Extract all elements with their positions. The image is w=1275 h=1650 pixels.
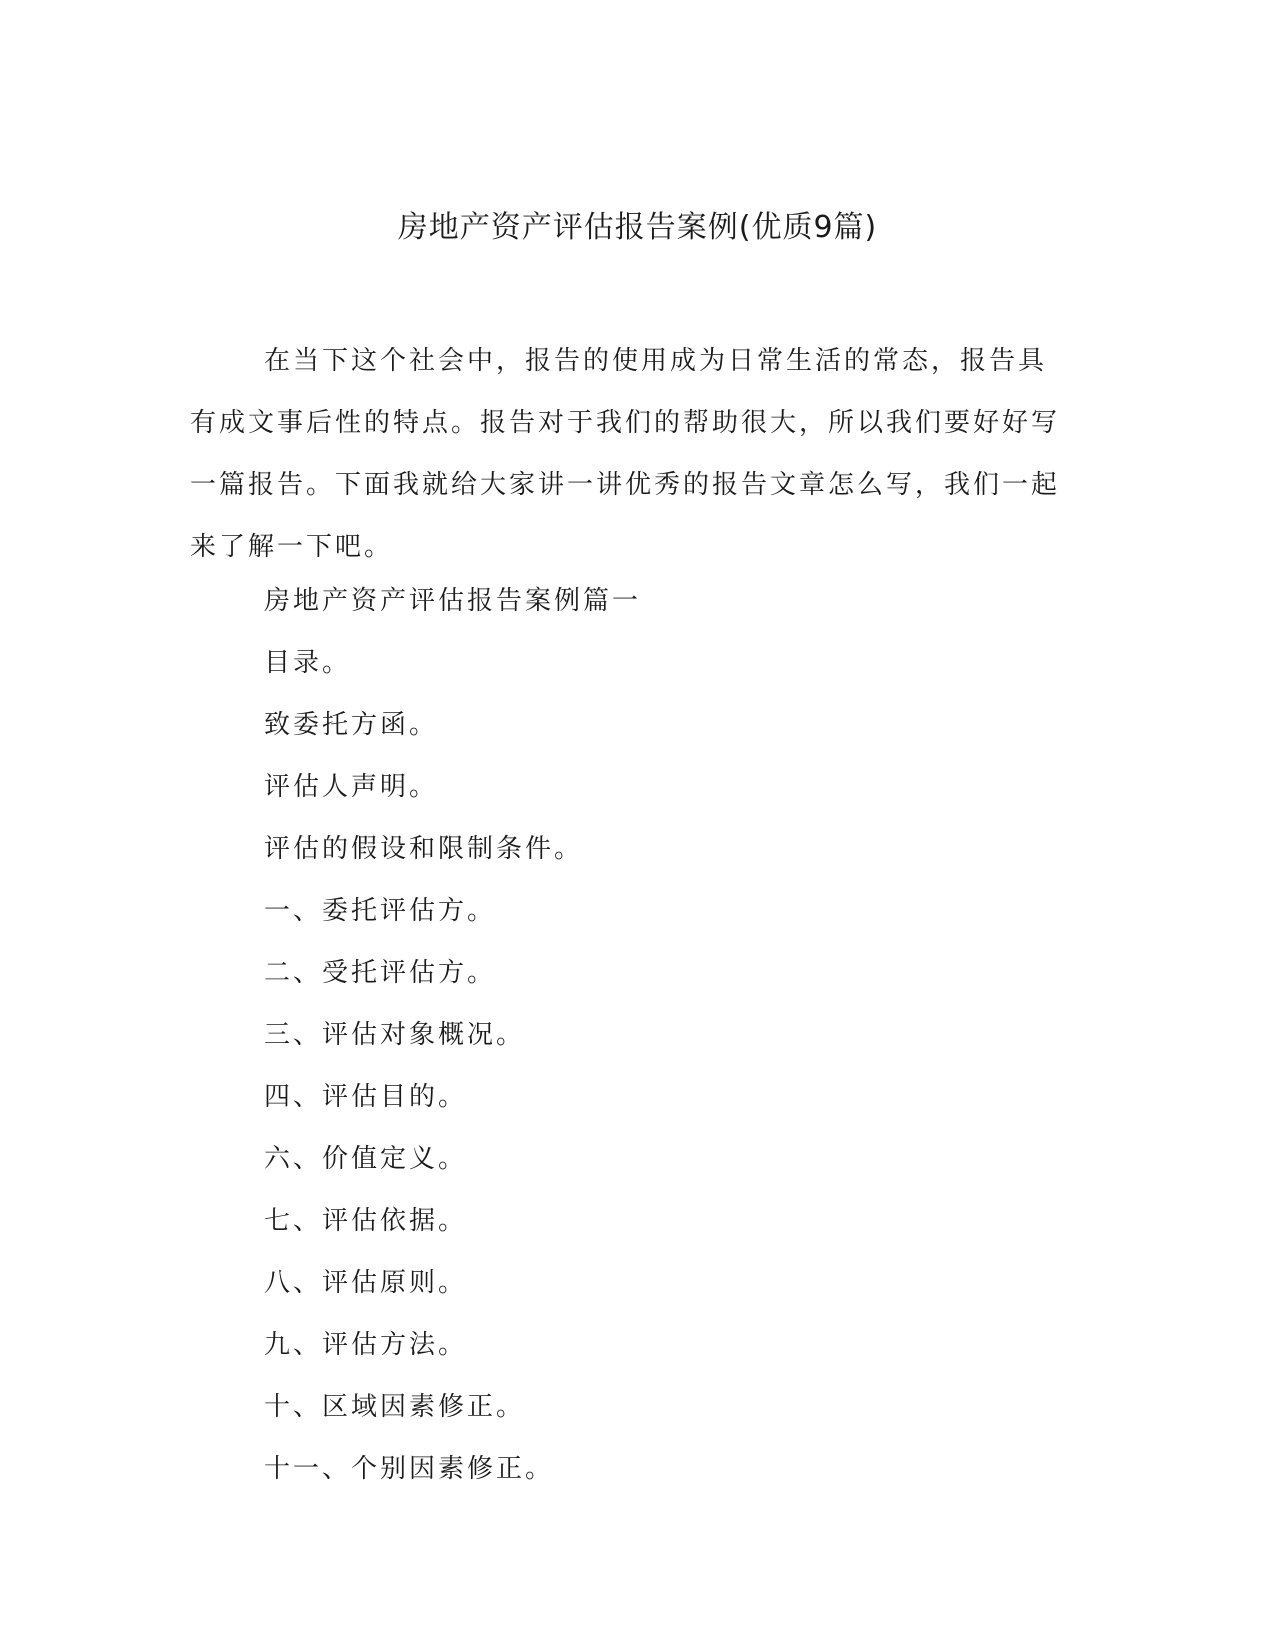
section-heading: 房地产资产评估报告案例篇一: [264, 586, 642, 616]
list-item: 六、价值定义。: [264, 1144, 468, 1174]
list-item: 评估人声明。: [264, 772, 439, 802]
content-list: [264, 570, 641, 1500]
list-item: 四、评估目的。: [264, 1082, 468, 1112]
list-item: 二、受托评估方。: [264, 958, 497, 988]
list-item: 致委托方函。: [264, 710, 439, 740]
intro-paragraph: 在当下这个社会中，报告的使用成为日常生活的常态，报告具有成文事后性的特点。报告对于我们的帮助很大，所以我们要好好写一篇报告。下面我就给大家讲一讲优秀的报告文章怎么写，我们一起来了解一下吧。: [190, 346, 1061, 562]
list-item: 十一、个别因素修正。: [264, 1454, 555, 1484]
list-item: 一、委托评估方。: [264, 896, 497, 926]
list-item: 评估的假设和限制条件。: [264, 834, 584, 864]
list-item: 三、评估对象概况。: [264, 1020, 526, 1050]
list-item: 八、评估原则。: [264, 1268, 468, 1298]
document-title: 房地产资产评估报告案例(优质9篇): [397, 210, 878, 245]
list-item: 九、评估方法。: [264, 1330, 468, 1360]
list-item: 七、评估依据。: [264, 1206, 468, 1236]
list-item: 目录。: [264, 648, 352, 678]
list-item: 十、区域因素修正。: [264, 1392, 526, 1422]
